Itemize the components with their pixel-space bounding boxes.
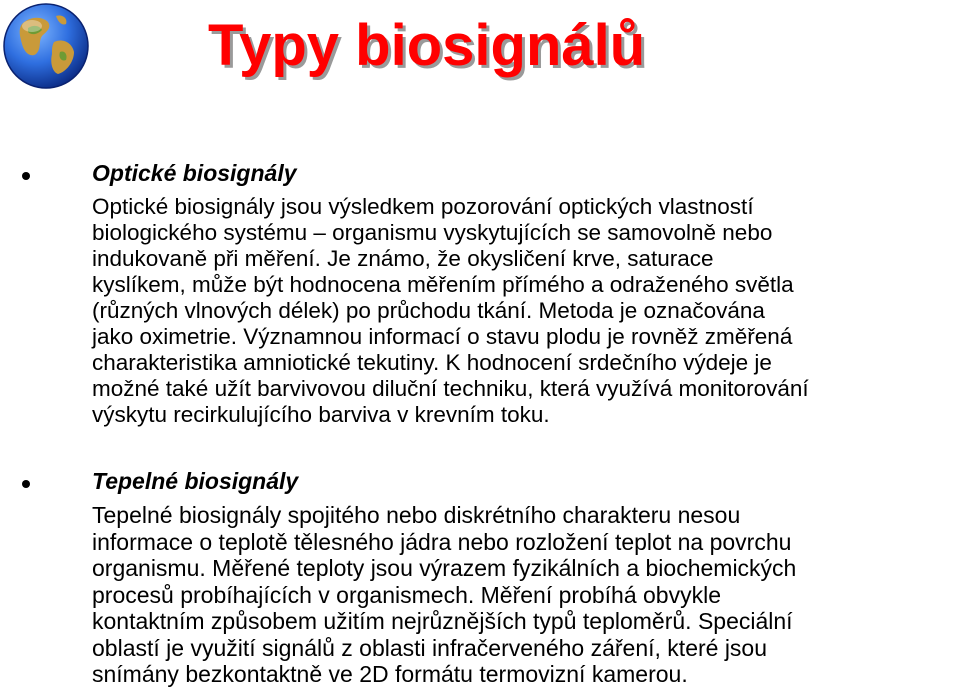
bullet-dot-icon [22,480,30,488]
section-paragraph [92,194,958,428]
section-heading: Tepelné biosignály [92,468,299,494]
paragraph-line: kontaktním způsobem užitím nejrůznějších typů teploměrů. Speciální [92,608,793,634]
section-heading: Optické biosignály [92,160,297,186]
bullet-dot-icon [22,172,30,180]
paragraph-line: oblastí je využití signálů z oblasti infračerveného záření, které jsou [92,634,768,661]
paragraph-line: procesů probíhajících v organismech. Měření probíhá obvykle [92,581,721,608]
paragraph-line: informace o teplotě tělesného jádra nebo rozložení teplot na povrchu [92,528,792,555]
paragraph-line: možné také užít barvivovou diluční techniku, která využívá monitorování [92,376,809,401]
paragraph-line: jako oximetrie. Významnou informací o stavu plodu je rovněž změřená [92,324,793,349]
slide-title: Typy biosignálů [208,13,646,78]
paragraph-line: snímány bezkontaktně ve 2D formátu termovizní kamerou. [92,661,688,687]
paragraph-line: výskytu recirkulujícího barviva v krevním toku. [92,402,550,427]
section-paragraph [92,502,958,688]
paragraph-line: (různých vlnových délek) po průchodu tkání. Metoda je označována [92,298,765,323]
paragraph-line: indukovaně při měření. Je známo, že okysličení krve, saturace [92,246,714,271]
paragraph-line: charakteristika amniotické tekutiny. K hodnocení srdečního výdeje je [92,350,772,375]
paragraph-line: biologického systému – organismu vyskytujících se samovolně nebo [92,220,773,245]
paragraph-line: organismu. Měřené teploty jsou výrazem fyzikálních a biochemických [92,555,797,581]
paragraph-line: kyslíkem, může být hodnocena měřením přímého a odraženého světla [92,272,794,297]
paragraph-line: Optické biosignály jsou výsledkem pozorování optických vlastností [92,194,754,219]
globe-icon [2,2,90,90]
paragraph-line: Tepelné biosignály spojitého nebo diskrétního charakteru nesou [92,502,741,528]
